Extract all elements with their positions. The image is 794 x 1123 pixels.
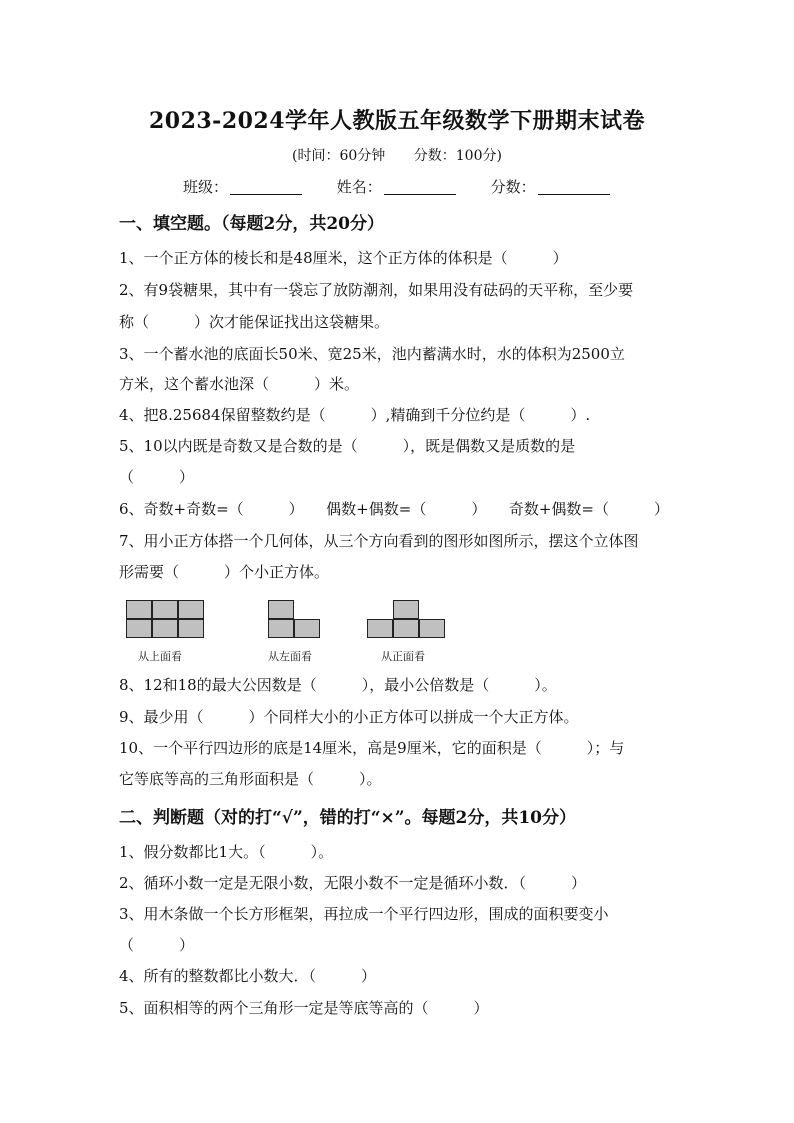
grid-cell — [178, 600, 204, 619]
section1-heading: 一、填空题。（每题2分，共20分） — [119, 214, 384, 234]
grid-cell — [393, 619, 419, 638]
class-blank[interactable] — [230, 179, 302, 195]
name-blank[interactable] — [384, 179, 456, 195]
grid-cell — [268, 600, 294, 619]
question-line: 5、面积相等的两个三角形一定是等底等高的（ ） — [119, 999, 489, 1017]
class-label: 班级： — [183, 178, 229, 196]
grid-cell — [393, 600, 419, 619]
question-line: 10、一个平行四边形的底是14厘米，高是9厘米，它的面积是（ ）；与 — [119, 739, 625, 757]
grid-cell — [367, 619, 393, 638]
left-view-caption: 从左面看 — [268, 650, 312, 663]
question-line: （ ） — [119, 468, 195, 486]
grid-cell — [152, 619, 178, 638]
page-title: 2023-2024学年人教版五年级数学下册期末试卷 — [148, 108, 646, 134]
grid-cell — [152, 600, 178, 619]
question-line: 1、假分数都比1大。（ ）。 — [119, 843, 334, 861]
exam-subtitle — [0, 145, 794, 165]
view-figures — [126, 598, 486, 662]
question-line: 4、所有的整数都比小数大．（ ） — [119, 967, 377, 985]
front-view-caption: 从正面看 — [381, 650, 425, 663]
question-line: 3、用木条做一个长方形框架，再拉成一个平行四边形，围成的面积要变小 — [119, 905, 609, 923]
total-score: 分数：100分) — [413, 148, 502, 164]
name-field — [337, 176, 456, 197]
question-line: 2、有9袋糖果，其中有一袋忘了放防潮剂，如果用没有砝码的天平称，至少要 — [119, 281, 634, 299]
question-line: 4、把8.25684保留整数约是（ ）,精确到千分位约是（ ）. — [119, 406, 591, 424]
grid-cell — [268, 619, 294, 638]
question-line: 9、最少用（ ）个同样大小的小正方体可以拼成一个大正方体。 — [119, 708, 579, 726]
score-field — [491, 176, 610, 197]
question-line: 3、一个蓄水池的底面长50米、宽25米，池内蓄满水时，水的体积为2500立 — [119, 345, 625, 363]
question-line: 2、循环小数一定是无限小数，无限小数不一定是循环小数．（ ） — [119, 874, 587, 892]
grid-cell — [178, 619, 204, 638]
question-line: 6、奇数+奇数=（ ） 偶数+偶数=（ ） 奇数+偶数=（ ） — [119, 500, 669, 518]
grid-cell — [419, 619, 445, 638]
student-info-row — [183, 176, 640, 197]
question-line: （ ） — [119, 936, 195, 954]
question-line: 7、用小正方体搭一个几何体，从三个方向看到的图形如图所示，摆这个立体图 — [119, 532, 639, 550]
score-blank[interactable] — [538, 179, 610, 195]
question-line: 形需要（ ）个小正方体。 — [119, 563, 330, 581]
class-field — [183, 176, 302, 197]
score-label: 分数： — [490, 178, 536, 196]
question-line: 称（ ）次才能保证找出这袋糖果。 — [119, 313, 390, 331]
name-label: 姓名： — [336, 178, 382, 196]
question-line: 方米，这个蓄水池深（ ）米。 — [119, 375, 360, 393]
time-limit: (时间：60分钟 — [292, 148, 386, 164]
grid-cell — [126, 619, 152, 638]
grid-cell — [126, 600, 152, 619]
section2-heading: 二、判断题（对的打“√”，错的打“×”。每题2分，共10分） — [119, 808, 577, 828]
question-line: 它等底等高的三角形面积是（ ）。 — [119, 770, 382, 788]
question-line: 5、10以内既是奇数又是合数的是（ ），既是偶数又是质数的是 — [119, 437, 576, 455]
question-line: 1、一个正方体的棱长和是48厘米，这个正方体的体积是（ ） — [119, 249, 568, 267]
question-line: 8、12和18的最大公因数是（ ），最小公倍数是（ ）。 — [119, 676, 557, 694]
grid-cell — [294, 619, 320, 638]
top-view-caption: 从上面看 — [138, 650, 182, 663]
